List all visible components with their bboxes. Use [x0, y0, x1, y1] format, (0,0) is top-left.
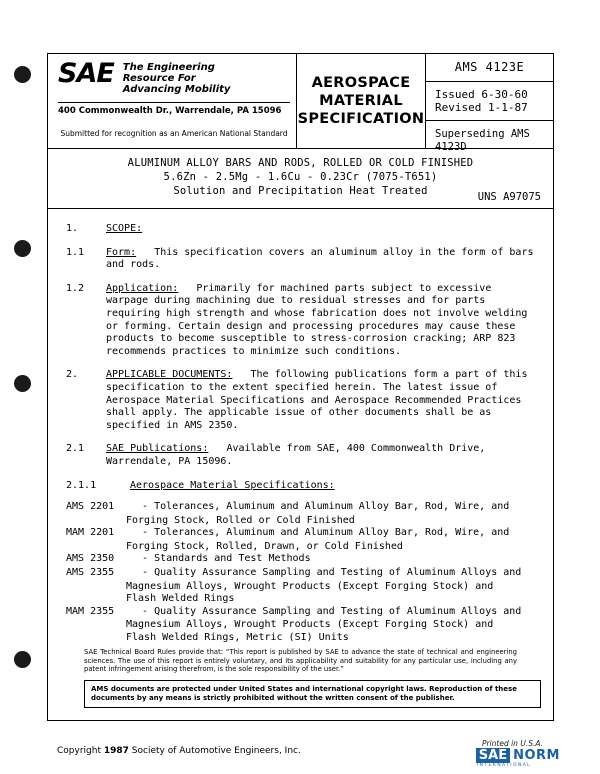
section-1-1-number: 1.1	[66, 246, 85, 258]
document-header	[48, 54, 553, 153]
header-identification-block	[426, 54, 553, 153]
list-item	[66, 553, 537, 566]
publisher-address: 400 Commonwealth Dr., Warrendale, PA 15096	[58, 102, 290, 116]
section-1-2	[66, 283, 537, 359]
tagline-line-2: Resource For	[122, 73, 196, 84]
section-1-2-text: Primarily for machined parts subject to excessive warpage during machining due to residual stresses and for parts requiring high strength and whose fabrication does not involve welding or forming. Certain design and processing procedures may cause these products to become susceptible to stress-corrosion cracking; ARP 823 recommends practices to minimize such conditions.	[106, 282, 528, 357]
document-desc: Quality Assurance Sampling and Testing of Aluminum Alloys and	[154, 567, 522, 579]
document-id: AMS 2201	[66, 501, 115, 513]
document-dash: -	[142, 605, 149, 617]
document-desc-cont: Forging Stock, Rolled or Cold Finished	[126, 514, 355, 526]
title-block	[48, 149, 553, 209]
document-dash: -	[142, 567, 149, 579]
section-1-title: SCOPE:	[106, 223, 143, 234]
document-desc-cont: Forging Stock, Rolled, Drawn, or Cold Finished	[126, 540, 403, 552]
watermark-subtitle: INTERNATIONAL	[476, 763, 532, 768]
punch-hole	[14, 240, 31, 257]
section-2-1-label: SAE Publications:	[106, 443, 209, 455]
list-item	[66, 567, 537, 580]
punch-hole	[14, 66, 31, 83]
punch-hole	[14, 375, 31, 392]
referenced-documents-list	[66, 501, 537, 645]
section-1-1-text: This specification covers an aluminum alloy in the form of bars and rods.	[106, 246, 534, 271]
document-dash: -	[142, 527, 149, 539]
header-publisher-block	[48, 54, 296, 148]
title-line-1: ALUMINUM ALLOY BARS AND RODS, ROLLED OR COLD FINISHED	[127, 157, 474, 169]
printed-in-usa: Printed in U.S.A.	[481, 739, 543, 748]
section-2-title: APPLICABLE DOCUMENTS:	[106, 369, 233, 381]
document-desc-cont: Magnesium Alloys, Wrought Products (Except Forging Stock) and	[126, 619, 494, 631]
section-1-2-label: Application:	[106, 282, 179, 294]
tagline-line-3: Advancing Mobility	[122, 84, 231, 95]
doc-type-line-2: MATERIAL	[319, 93, 403, 109]
document-desc-cont2: Flash Welded Rings	[126, 593, 235, 605]
document-desc-cont: Magnesium Alloys, Wrought Products (Except Forging Stock) and	[126, 580, 494, 592]
issued-date: Issued 6-30-60	[435, 88, 528, 101]
document-dash: -	[142, 501, 149, 513]
submitted-note: Submitted for recognition as an American National Standard	[60, 129, 288, 138]
document-dash: -	[142, 553, 149, 565]
copyright-holder: Society of Automotive Engineers, Inc.	[131, 746, 301, 756]
section-2-number: 2.	[66, 369, 79, 381]
sae-logo: SAE	[58, 58, 114, 89]
section-1-1	[66, 247, 537, 272]
spec-number: AMS 4123E	[426, 54, 553, 82]
doc-type-line-1: AEROSPACE	[311, 75, 411, 91]
title-line-2: 5.6Zn - 2.5Mg - 1.6Cu - 0.23Cr (7075-T651)	[163, 171, 438, 183]
section-2-1	[66, 443, 537, 468]
document-body	[48, 209, 553, 645]
document-desc: Tolerances, Aluminum and Aluminum Alloy Bar, Rod, Wire, and	[154, 527, 510, 539]
copyright-notice-box: AMS documents are protected under United States and international copyright laws. Reproduction of these documents by any means is strictly prohibited without the written consent of the publisher.	[84, 680, 541, 708]
title-line-3: Solution and Precipitation Heat Treated	[173, 185, 428, 197]
copyright-prefix: Copyright	[57, 746, 101, 756]
copyright-line	[57, 746, 301, 756]
document-desc: Tolerances, Aluminum and Aluminum Alloy Bar, Rod, Wire, and	[154, 501, 510, 513]
section-2-1-1	[66, 480, 537, 645]
document-desc: Standards and Test Methods	[154, 553, 311, 565]
section-2-1-text: Available from SAE, 400 Commonwealth Drive, Warrendale, PA 15096.	[106, 443, 486, 467]
doc-type-line-3: SPECIFICATION	[297, 111, 425, 127]
section-2-1-1-label: Aerospace Material Specifications:	[130, 479, 335, 491]
technical-board-rules: SAE Technical Board Rules provide that: “This report is published by SAE to advance the state of technical and engineering sciences. The use of this report is entirely voluntary, and its applicability and suitability for any particular use, including any patent infringement arising therefrom, is the sole responsibility of the user.”	[84, 648, 517, 674]
section-1-2-number: 1.2	[66, 282, 85, 294]
document-id: MAM 2201	[66, 527, 115, 539]
document-desc: Quality Assurance Sampling and Testing of Aluminum Alloys and	[154, 605, 522, 617]
issue-dates	[426, 82, 553, 121]
section-2-1-number: 2.1	[66, 443, 85, 455]
section-2-1-1-number: 2.1.1	[66, 479, 97, 491]
section-applicable-documents	[66, 369, 537, 432]
tagline-line-1: The Engineering	[122, 62, 215, 73]
document-id: MAM 2355	[66, 605, 115, 617]
sae-tagline	[123, 61, 231, 95]
punch-hole	[14, 651, 31, 668]
document-id: AMS 2350	[66, 553, 115, 565]
watermark-sae-badge: SAE	[476, 748, 510, 763]
sae-norm-watermark	[476, 748, 560, 768]
superseding-note: Superseding AMS 4123D	[435, 128, 530, 153]
list-item	[66, 606, 537, 619]
section-2-text: The following publications form a part of this specification to the extent specified herein. The latest issue of Aerospace Material Specifications and Aerospace Recommended Practices shall apply. The applicable issue of other documents shall be as specified in AMS 2350.	[106, 369, 528, 431]
section-scope	[66, 223, 537, 236]
document-id: AMS 2355	[66, 567, 115, 579]
list-item	[66, 501, 537, 514]
document-type	[296, 54, 426, 148]
document-frame	[47, 53, 554, 721]
watermark-norm-text: NORM	[513, 748, 560, 763]
section-1-number: 1.	[66, 223, 79, 234]
section-1-1-label: Form:	[106, 246, 137, 258]
list-item	[66, 527, 537, 540]
revised-date: Revised 1-1-87	[435, 101, 528, 114]
uns-number: UNS A97075	[477, 191, 541, 203]
document-desc-cont2: Flash Welded Rings, Metric (SI) Units	[126, 632, 349, 644]
copyright-year: 1987	[103, 746, 129, 756]
